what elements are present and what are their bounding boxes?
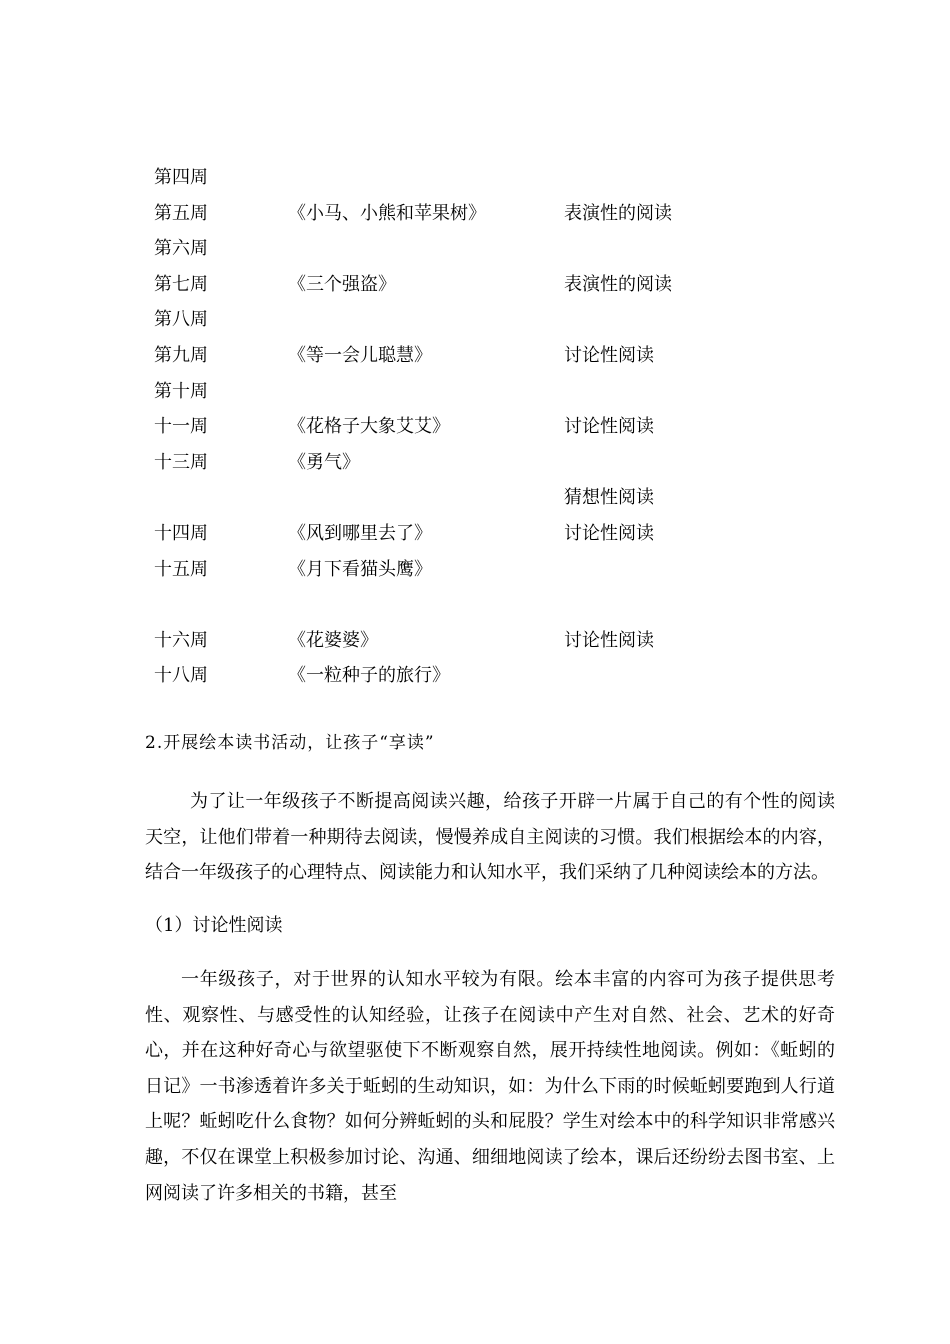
- schedule-book: 《三个强盗》: [288, 273, 396, 295]
- schedule-week: 第五周: [154, 202, 208, 224]
- schedule-row: [154, 516, 774, 552]
- schedule-method: 表演性的阅读: [564, 202, 672, 224]
- reading-schedule: [154, 160, 774, 694]
- schedule-week: 第四周: [154, 167, 208, 188]
- schedule-method: 讨论性阅读: [564, 416, 654, 438]
- schedule-book: 《月下看猫头鹰》: [288, 558, 432, 580]
- schedule-week: 十四周: [154, 522, 208, 544]
- schedule-week: 十五周: [154, 558, 208, 580]
- body-paragraph: 一年级孩子，对于世界的认知水平较为有限。绘本丰富的内容可为孩子提供思考性、观察性、与感受性的认知经验，让孩子在阅读中产生对自然、社会、艺术的好奇心，并在这种好奇心与欲望驱使下不断观察自然，展开持续性地阅读。例如：《蚯蚓的日记》一书渗透着许多关于蚯蚓的生动知识，如：为什么下雨的时候蚯蚓要跑到人行道上呢？蚯蚓吃什么食物？如何分辨蚯蚓的头和屁股？学生对绘本中的科学知识非常感兴趣，不仅在课堂上积极参加讨论、沟通、细细地阅读了绘本，课后还纷纷去图书室、上网阅读了许多相关的书籍，甚至: [145, 969, 835, 1204]
- schedule-row: [154, 658, 774, 694]
- subsection-heading: （1）讨论性阅读: [145, 915, 283, 936]
- section-heading: 2.开展绘本读书活动，让孩子“享读”: [145, 733, 435, 753]
- schedule-book: 《风到哪里去了》: [288, 522, 432, 544]
- schedule-week: 十八周: [154, 665, 208, 687]
- schedule-week: 十一周: [154, 416, 208, 438]
- schedule-row: [154, 445, 774, 481]
- schedule-row: [154, 231, 774, 267]
- schedule-week: 第八周: [154, 309, 208, 331]
- schedule-method: 讨论性阅读: [564, 344, 654, 366]
- schedule-week: 第九周: [154, 344, 208, 366]
- schedule-week: 第六周: [154, 238, 208, 260]
- schedule-week: 第七周: [154, 273, 208, 295]
- schedule-method: 讨论性阅读: [564, 522, 654, 544]
- schedule-book: 《等一会儿聪慧》: [288, 344, 432, 366]
- schedule-row: [154, 623, 774, 659]
- schedule-row: [154, 196, 774, 232]
- schedule-week: 第十周: [154, 380, 208, 402]
- schedule-method: 讨论性阅读: [564, 629, 654, 651]
- schedule-row: [154, 267, 774, 303]
- schedule-method: 猜想性阅读: [564, 487, 654, 509]
- schedule-week: 十三周: [154, 451, 208, 473]
- schedule-row: [154, 587, 774, 623]
- schedule-row: [154, 160, 774, 196]
- schedule-book: 《勇气》: [288, 451, 360, 473]
- schedule-row: [154, 552, 774, 588]
- schedule-row: [154, 374, 774, 410]
- intro-paragraph: 为了让一年级孩子不断提高阅读兴趣，给孩子开辟一片属于自己的有个性的阅读天空，让他们带着一种期待去阅读，慢慢养成自主阅读的习惯。我们根据绘本的内容，结合一年级孩子的心理特点、阅读能力和认知水平，我们采纳了几种阅读绘本的方法。: [145, 791, 835, 884]
- schedule-week: 十六周: [154, 629, 208, 651]
- schedule-book: 《小马、小熊和苹果树》: [288, 202, 486, 224]
- schedule-book: 《一粒种子的旅行》: [288, 665, 450, 687]
- schedule-book: 《花格子大象艾艾》: [288, 416, 450, 438]
- schedule-row: [154, 302, 774, 338]
- schedule-row: [154, 480, 774, 516]
- schedule-book: 《花婆婆》: [288, 629, 378, 651]
- schedule-row: [154, 409, 774, 445]
- schedule-method: 表演性的阅读: [564, 273, 672, 295]
- schedule-row: [154, 338, 774, 374]
